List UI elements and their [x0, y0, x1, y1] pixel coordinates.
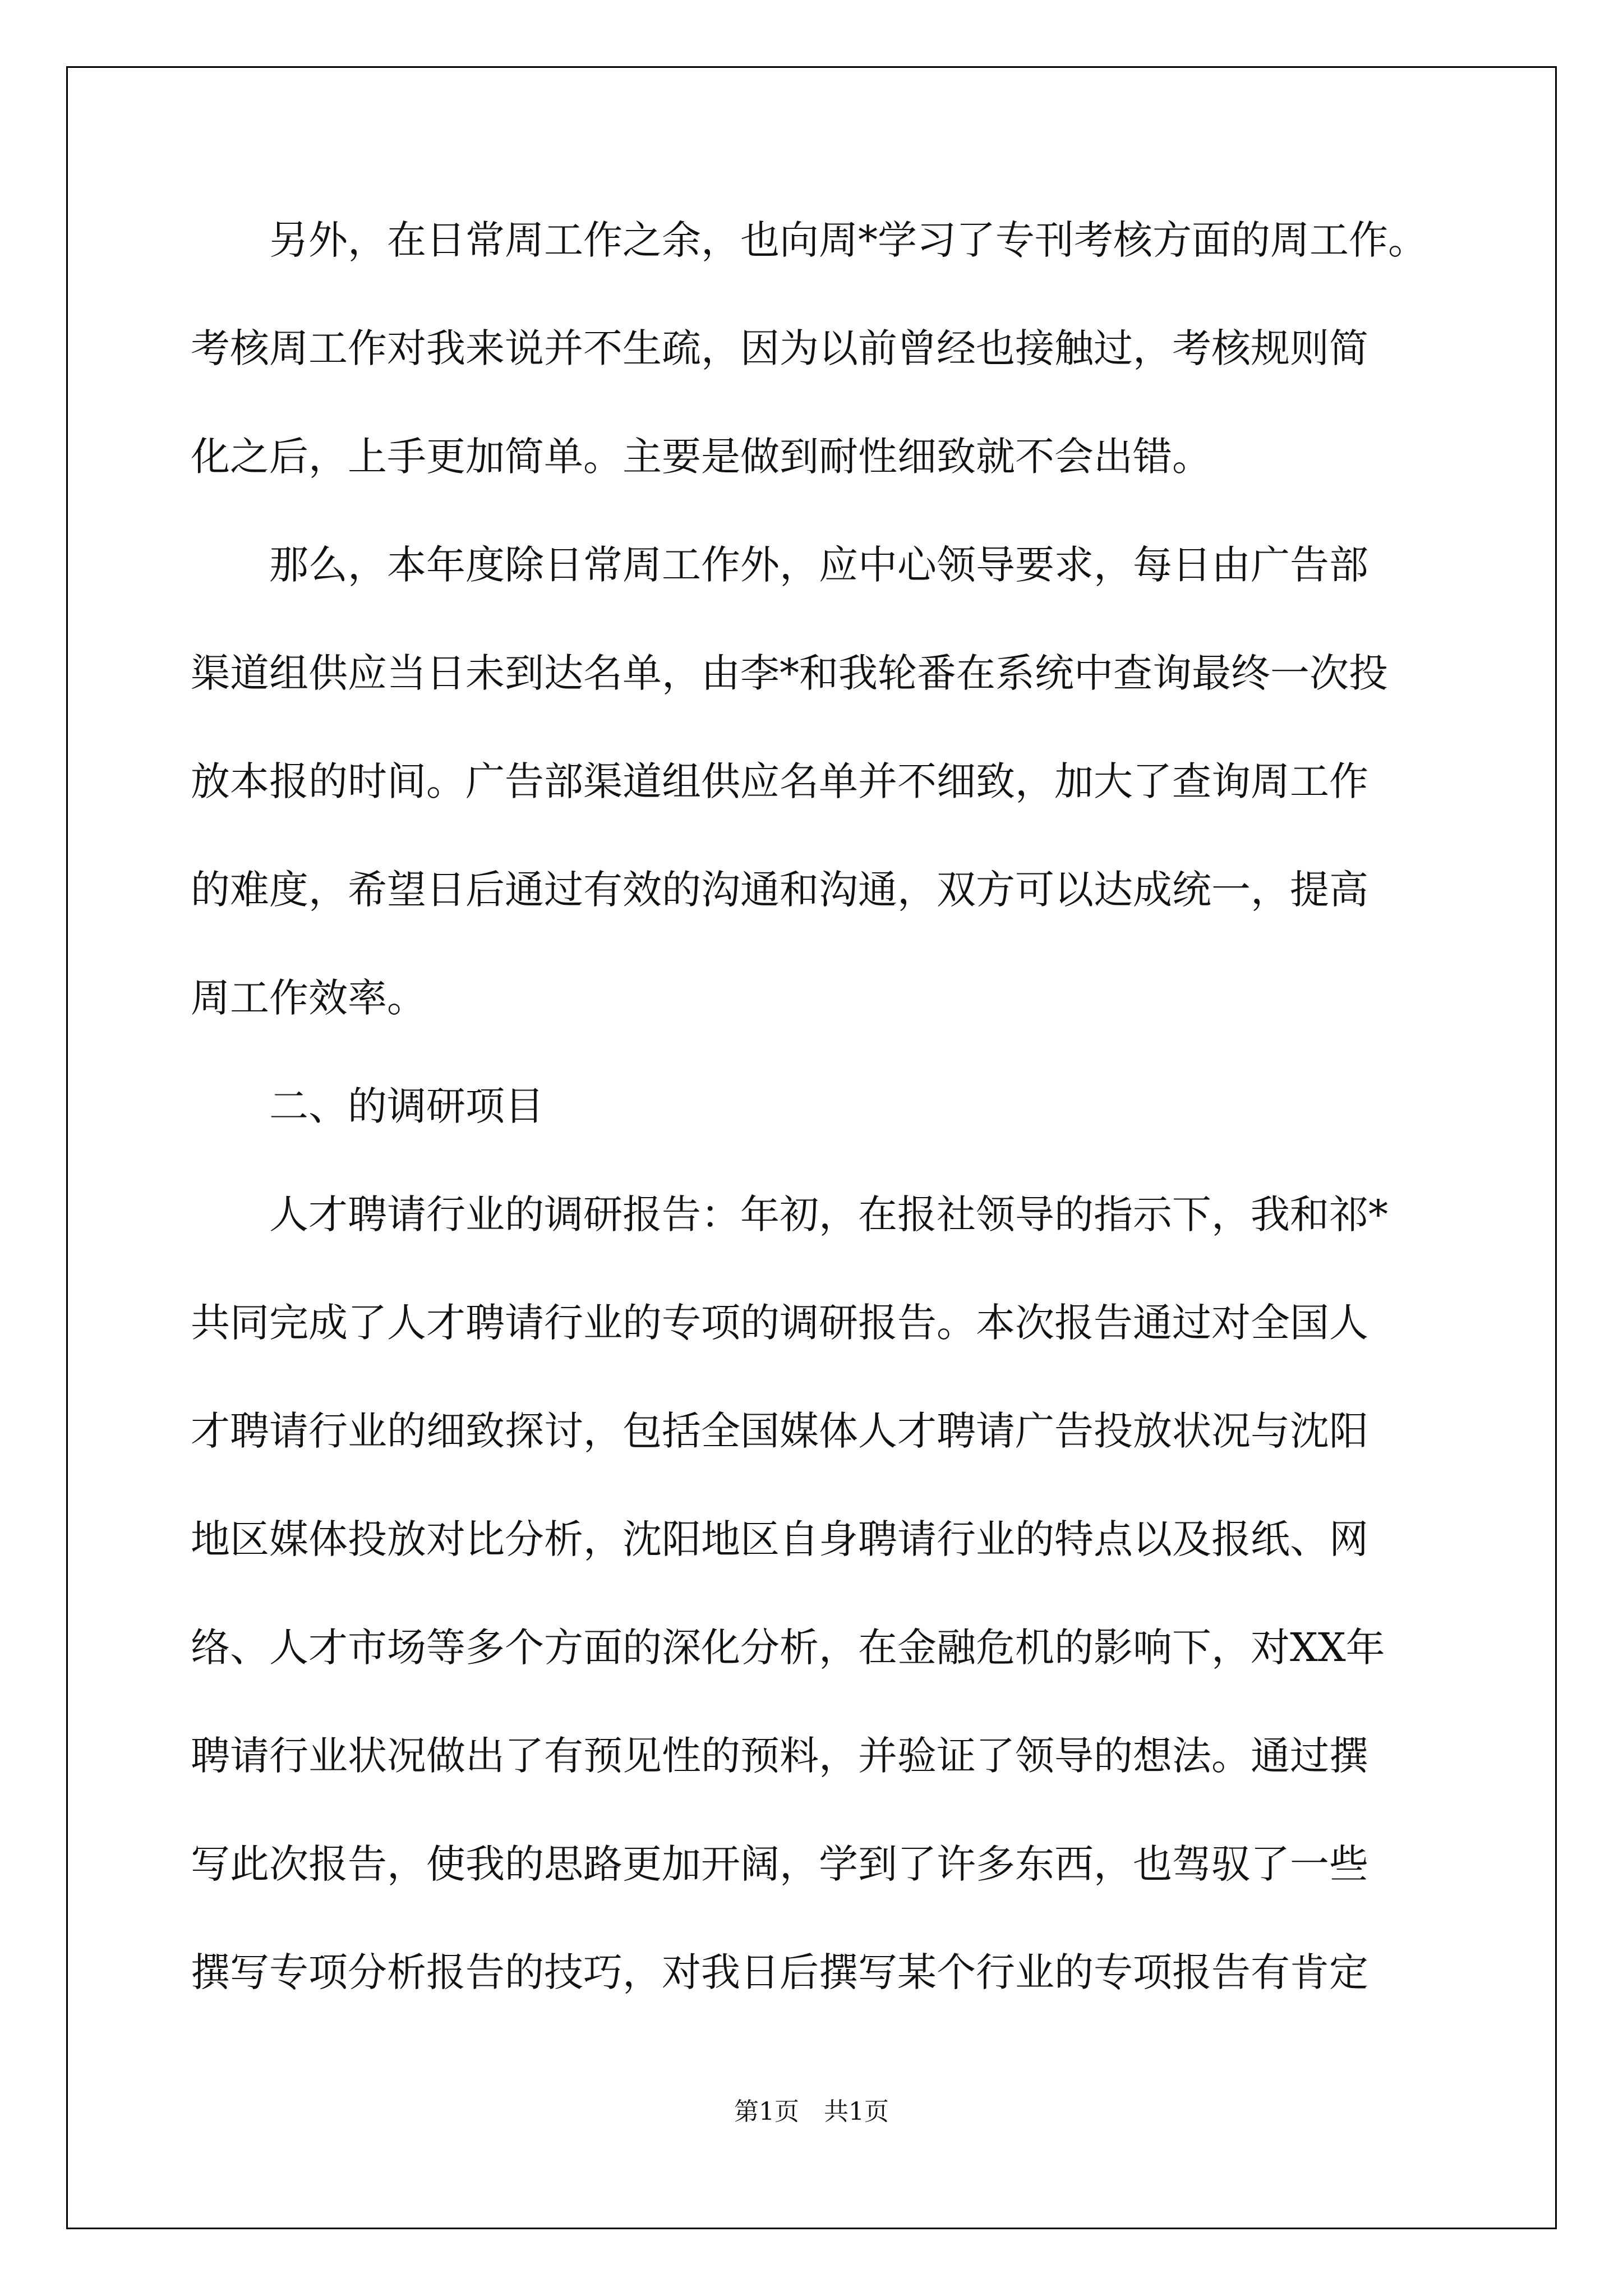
page-number-footer: 第1页 共1页: [734, 2097, 889, 2126]
text-line-14: 络、人才市场等多个方面的深化分析，在金融危机的影响下，对XX年: [191, 1625, 1385, 1671]
text-line-1: 另外，在日常周工作之余，也向周*学习了专刊考核方面的周工作。: [191, 217, 1427, 263]
text-line-15: 聘请行业状况做出了有预见性的预料，并验证了领导的想法。通过撰: [191, 1733, 1368, 1779]
text-line-10: 人才聘请行业的调研报告：年初，在报社领导的指示下，我和祁*: [191, 1191, 1388, 1237]
text-line-16: 写此次报告，使我的思路更加开阔，学到了许多东西，也驾驭了一些: [191, 1841, 1368, 1887]
page-border: [66, 66, 1557, 2229]
section-heading: 二、的调研项目: [191, 1083, 544, 1129]
text-line-8: 周工作效率。: [191, 975, 426, 1021]
text-line-11: 共同完成了人才聘请行业的专项的调研报告。本次报告通过对全国人: [191, 1300, 1368, 1346]
text-line-13: 地区媒体投放对比分析，沈阳地区自身聘请行业的特点以及报纸、网: [191, 1516, 1368, 1562]
text-line-12: 才聘请行业的细致探讨，包括全国媒体人才聘请广告投放状况与沈阳: [191, 1408, 1368, 1454]
text-line-6: 放本报的时间。广告部渠道组供应名单并不细致，加大了查询周工作: [191, 758, 1368, 804]
text-line-3: 化之后，上手更加简单。主要是做到耐性细致就不会出错。: [191, 434, 1211, 480]
text-line-4: 那么，本年度除日常周工作外，应中心领导要求，每日由广告部: [191, 542, 1368, 588]
text-line-7: 的难度，希望日后通过有效的沟通和沟通，双方可以达成统一，提高: [191, 867, 1368, 913]
text-line-5: 渠道组供应当日未到达名单，由李*和我轮番在系统中查询最终一次投: [191, 650, 1388, 696]
text-line-2: 考核周工作对我来说并不生疏，因为以前曾经也接触过，考核规则简: [191, 325, 1368, 371]
text-line-17: 撰写专项分析报告的技巧，对我日后撰写某个行业的专项报告有肯定: [191, 1949, 1368, 1995]
